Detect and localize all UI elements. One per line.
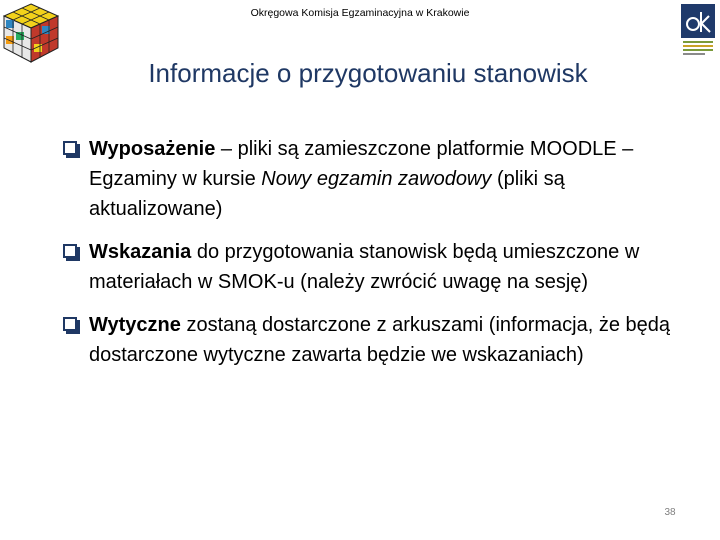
bullet-term: Wyposażenie bbox=[89, 138, 216, 160]
logo-text-lines bbox=[681, 41, 715, 55]
slide-title: Informacje o przygotowaniu stanowisk bbox=[148, 58, 588, 88]
bullet-text: do przygotowania stanowisk będą umieszczone w materiałach w SMOK-u (należy zwrócić uwagę na sesję) bbox=[89, 241, 640, 293]
logo-glyph-icon bbox=[681, 4, 715, 38]
bullet-list bbox=[63, 134, 703, 383]
oke-logo bbox=[681, 4, 715, 66]
bullet-term: Wskazania bbox=[89, 241, 192, 263]
organization-header: Okręgowa Komisja Egzaminacyjna w Krakowie bbox=[250, 7, 470, 19]
logo-mark bbox=[681, 4, 715, 38]
bullet-text: zostaną dostarczone z arkuszami (informacja, że będą dostarczone wytyczne zawarta będzie we wskazaniach) bbox=[89, 314, 671, 366]
list-item bbox=[63, 134, 703, 224]
list-item bbox=[63, 310, 703, 370]
bullet-text-end: (pliki są aktualizowane) bbox=[89, 168, 565, 220]
bullet-text: – pliki są zamieszczone platformie MOODLE – Egzaminy w kursie bbox=[89, 138, 634, 190]
list-item bbox=[63, 237, 703, 297]
checkbox-bullet-icon bbox=[63, 244, 77, 258]
bullet-term: Wytyczne bbox=[89, 314, 181, 336]
bullet-italic-text: Nowy egzamin zawodowy bbox=[261, 168, 492, 190]
checkbox-bullet-icon bbox=[63, 141, 77, 155]
page-number: 38 bbox=[664, 507, 676, 518]
checkbox-bullet-icon bbox=[63, 317, 77, 331]
